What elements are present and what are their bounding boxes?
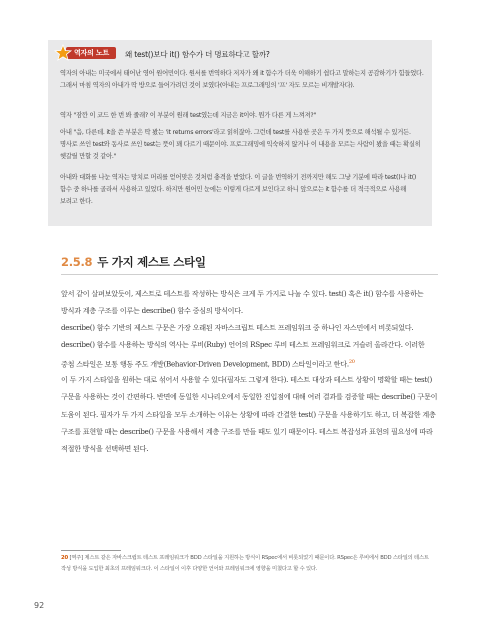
note-paragraph-4: 아내와 대화를 나눈 역자는 망치로 머리를 얻어맞은 것처럼 충격을 받았다. 이 글을 번역하기 전까지만 해도 그냥 기분에 따라 test()나 it() 함수 중 하나를 골라서 사용하고 있었다. 하지만 원어민 눈에는 이렇게 다르게 보인다고 하니 앞으로는 it 함수를 더 적극적으로 사용해 보려고 한다. — [60, 174, 417, 205]
body-paragraph-3: 이 두 가지 스타일을 원하는 대로 섞어서 사용할 수 있다(필자도 그렇게 한다). 테스트 대상과 테스트 상황이 명확할 때는 test() 구문을 사용하는 것이 간편하다. 반면에 동일한 시나리오에서 동일한 진입점에 대해 여러 결과를 검증할 때는 describe() 구문이 도움이 된다. 필자가 두 가지 스타일을 모두 소개하는 이유는 상황에 따라 간결한 test() 구문을 사용하기도 하고, 더 복잡한 계층 구조를 표현할 때는 describe() 구문을 사용해서 계층 구조를 만들 때도 있기 때문이다. 테스트 복잡성과 표현의 필요성에 따라 적절한 방식을 선택하면 된다. — [61, 375, 438, 454]
note-paragraph-2: 역자 "잠깐 이 코드 한 번 봐 줄래? 이 부분이 원래 test였는데 지금은 it이야. 뭔가 다른 게 느껴져?" — [60, 112, 317, 119]
badge-label: 역자의 노트 — [74, 49, 110, 57]
footnote-number: 20 — [61, 555, 68, 561]
section-divider — [61, 274, 438, 275]
section-heading — [61, 254, 206, 270]
footnote — [61, 553, 438, 574]
body-paragraph-1: 앞서 같이 살펴보았듯이, 제스트로 테스트를 작성하는 방식은 크게 두 가지로 나눌 수 있다. test() 혹은 it() 함수를 사용하는 방식과 계층 구조를 이루는 describe() 함수 중심의 방식이다. — [61, 289, 424, 316]
footnote-text: [역주] 제스트 같은 자바스크립트 테스트 프레임워크가 BDD 스타일을 지원하는 방식이 RSpec에서 비롯되었기 때문이다. RSpec은 루비에서 BDD 스타일의 테스트 작성 방식을 도입한 최초의 프레임워크다. 이 스타일이 이후 다양한 언어와 프레임워크에 영향을 미쳤다고 할 수 있다. — [61, 555, 429, 572]
footnote-divider — [61, 550, 121, 551]
section-number: 2.5.8 — [61, 255, 93, 269]
note-paragraph-3: 아내 "음, 다른데. it을 쓴 부분은 딱 봤는 'it returns errors'라고 읽히잖아. 그런데 test를 사용한 곳은 두 가지 뜻으로 해석될 수 있거든. 명사로 쓰인 test와 동사로 쓰인 test는 뜻이 꽤 다르기 때문이야. 프로그래밍에 익숙하지 않거나 이 내용을 모르는 사람이 봤을 때는 확실히 헷갈릴 만할 것 같아." — [60, 129, 421, 160]
footnote-ref[interactable]: 20 — [348, 358, 355, 365]
section-title: 두 가지 제스트 스타일 — [97, 255, 206, 269]
page-number: 92 — [34, 601, 45, 610]
note-title: 왜 test()보다 it() 함수가 더 명료하다고 할까? — [125, 50, 270, 59]
body-paragraph-2-text: describe() 함수 기반의 제스트 구문은 가장 오래된 자바스크립트 테스트 프레임워크 중 하나인 자스민에서 비롯되었다. describe() 함수를 사용하는 방식의 역사는 루비(Ruby) 언어의 RSpec 루비 테스트 프레임워크로 거슬러 올라간다. 이러한 중첩 스타일은 보통 행동 주도 개발(Behavior-Driven Development, BDD) 스타일이라고 한다. — [61, 323, 425, 368]
body-paragraph-2 — [61, 319, 438, 372]
translator-note-badge — [54, 44, 118, 63]
note-paragraph-1: 역자의 아내는 미국에서 태어난 영어 원어민이다. 원서를 번역하다 저자가 왜 it 함수가 더욱 이해하기 쉽다고 말하는지 공감하기가 힘들었다. 그래서 마침 역자의 아내가 딱 방으로 들어가려던 것이 보였다(아내는 프로그래밍의 '프' 자도 모르는 비개발자다). — [60, 70, 424, 89]
